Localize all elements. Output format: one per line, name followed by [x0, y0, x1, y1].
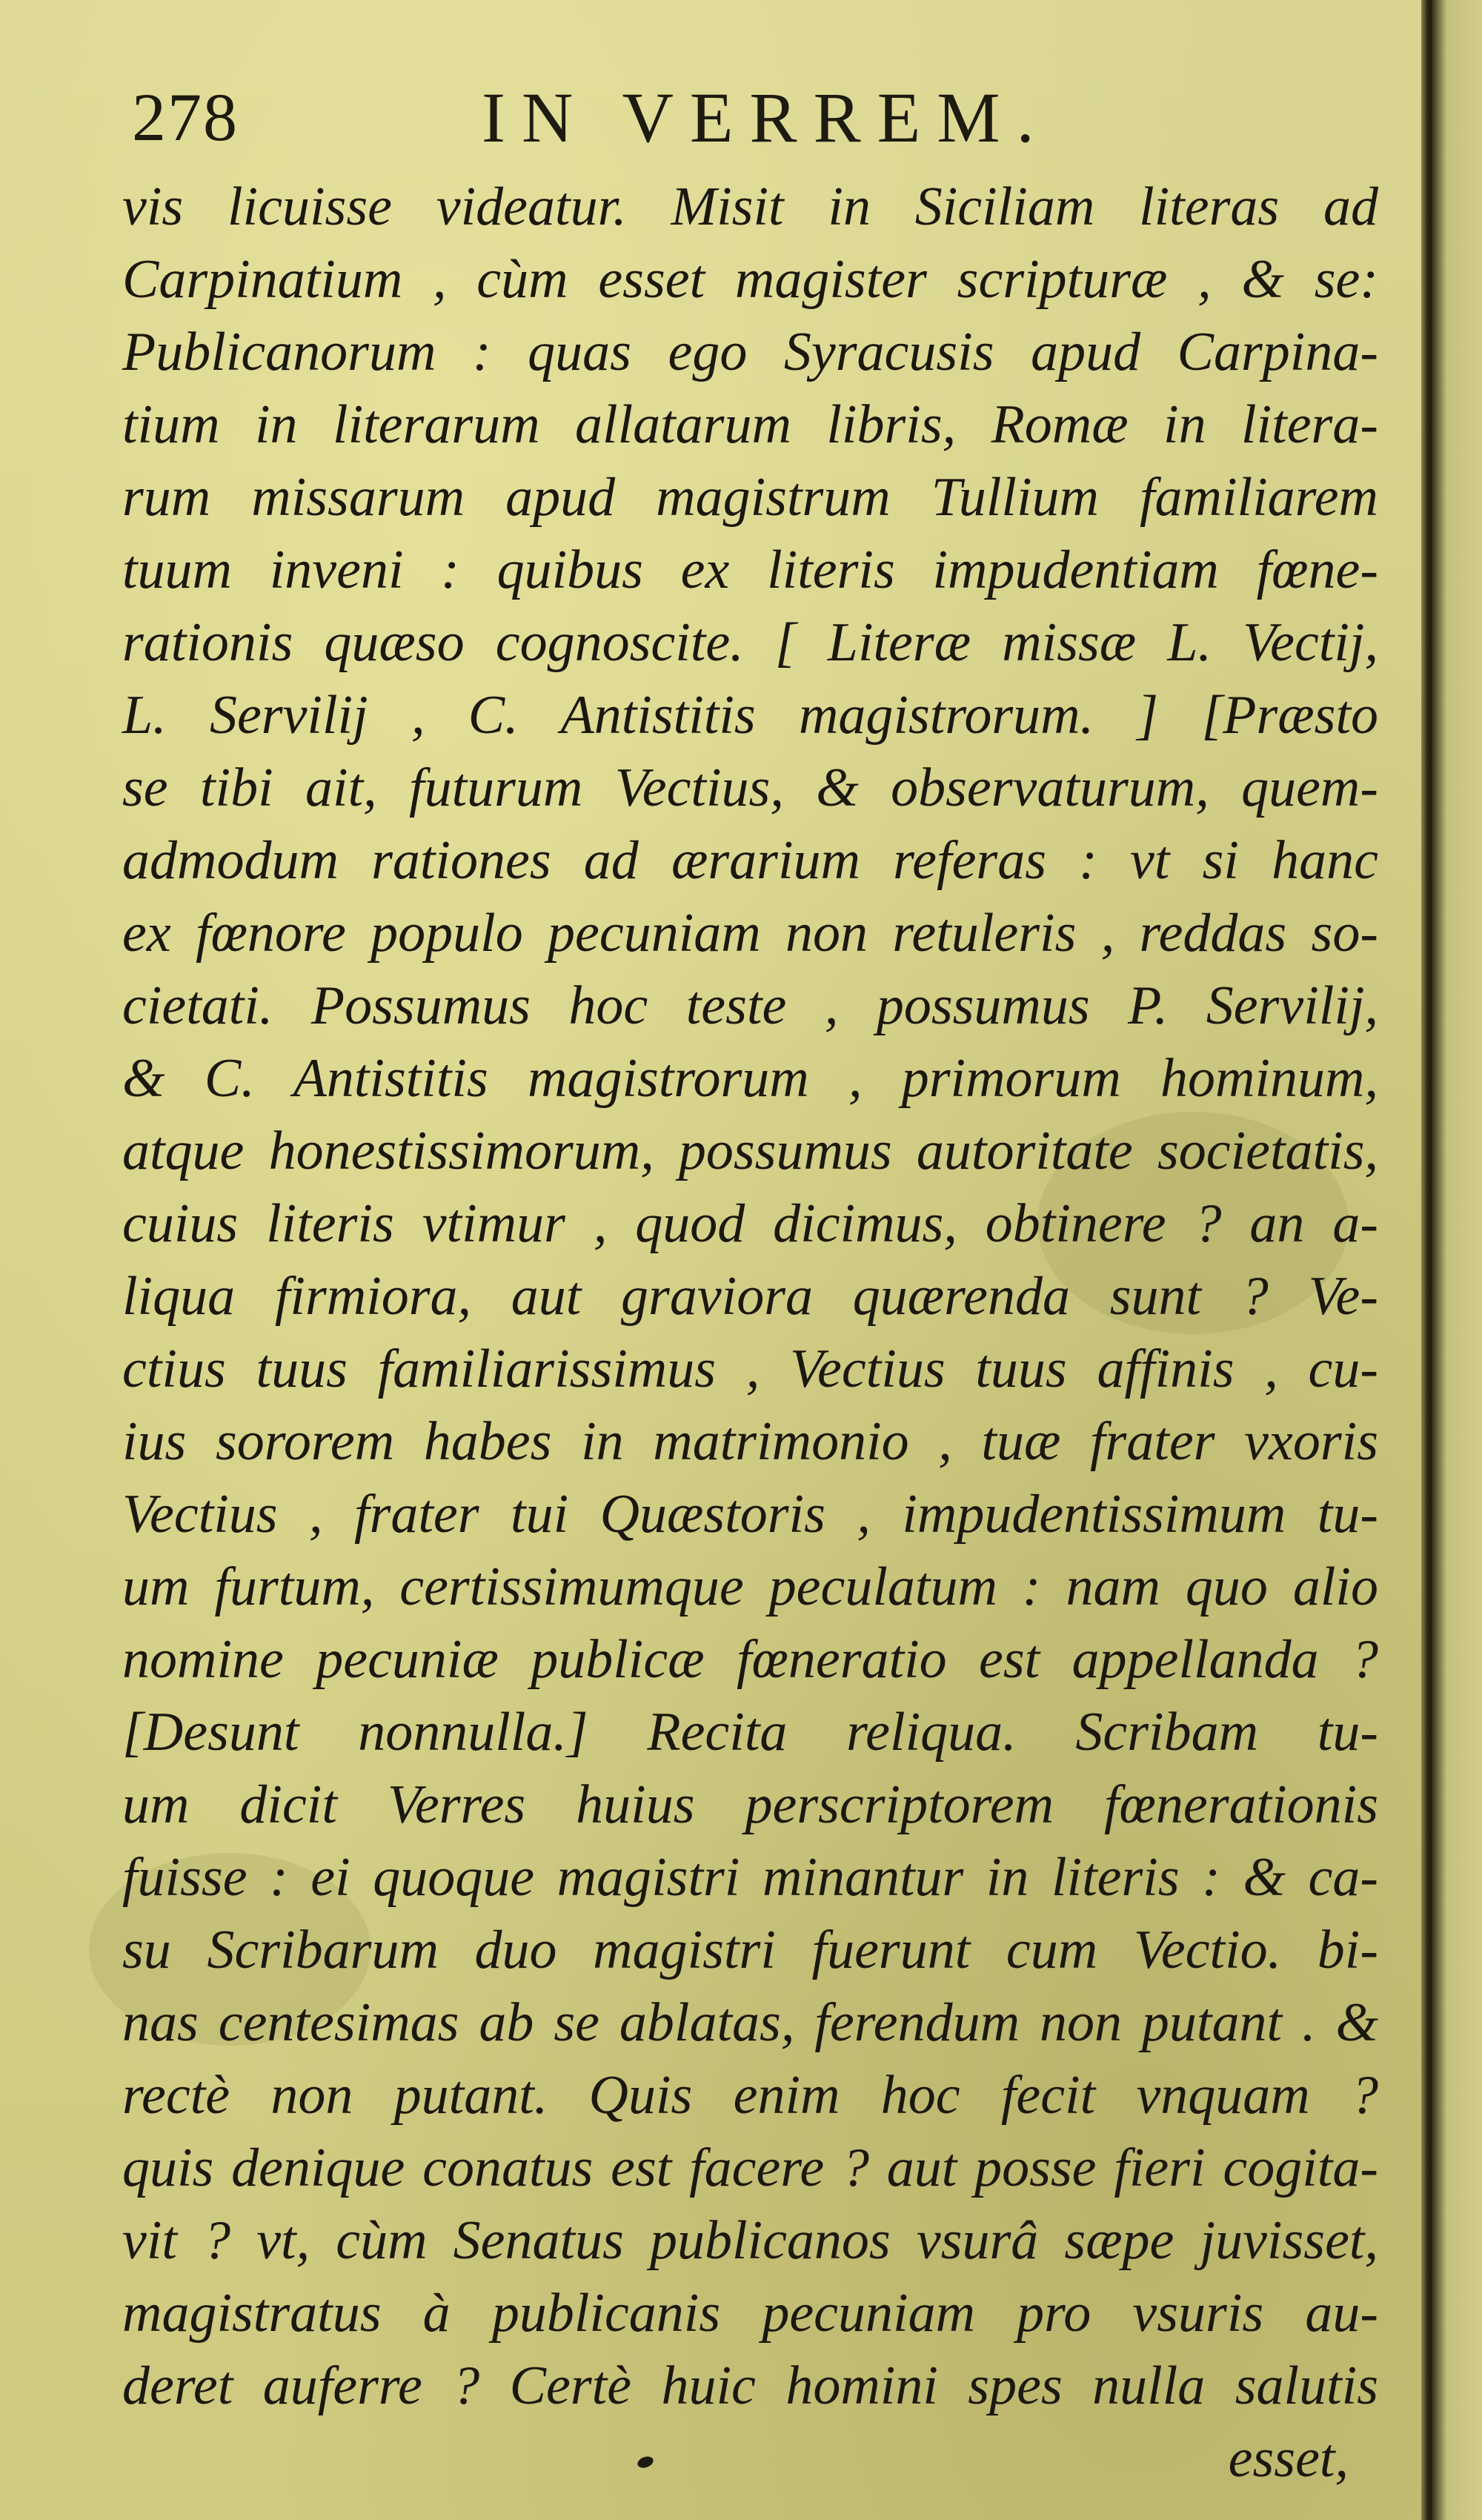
- text-line: deret auferre ? Certè huic homini spes nulla salutis: [122, 2355, 1378, 2416]
- text-line: fuisse : ei quoque magistri minantur in literis : & ca-: [122, 1847, 1378, 1908]
- text-line: um dicit Verres huius perscriptorem fœnerationis: [122, 1774, 1378, 1835]
- text-line: ius sororem habes in matrimonio , tuæ frater vxoris: [122, 1411, 1378, 1472]
- text-line: admodum rationes ad ærarium referas : vt si hanc: [122, 830, 1378, 891]
- text-line: liqua firmiora, aut graviora quærenda sunt ? Ve-: [122, 1266, 1378, 1327]
- text-line: L. Servilij , C. Antistitis magistrorum. ] [Præsto: [122, 685, 1378, 746]
- text-line: rationis quæso cognoscite. [ Literæ missæ L. Vectij,: [122, 612, 1378, 673]
- text-line: vit ? vt, cùm Senatus publicanos vsurâ sæpe juvisset,: [122, 2210, 1378, 2271]
- body-text: [122, 170, 1378, 2495]
- text-line: um furtum, certissimumque peculatum : nam quo alio: [122, 1556, 1378, 1617]
- text-line: vis licuisse videatur. Misit in Siciliam literas ad: [122, 176, 1378, 237]
- text-line: rectè non putant. Quis enim hoc fecit vnquam ?: [122, 2065, 1378, 2126]
- text-line: tuum inveni : quibus ex literis impudentiam fœne-: [122, 540, 1378, 600]
- page-header: [0, 70, 1430, 167]
- text-line: Publicanorum : quas ego Syracusis apud Carpina-: [122, 322, 1378, 382]
- page-edge: [1421, 0, 1432, 2520]
- text-line: tium in literarum allatarum libris, Romæ in litera-: [122, 394, 1378, 455]
- next-page-edge: [1432, 0, 1482, 2520]
- text-line: & C. Antistitis magistrorum , primorum hominum,: [122, 1048, 1378, 1109]
- text-line: [Desunt nonnulla.] Recita reliqua. Scribam tu-: [122, 1702, 1378, 1763]
- text-line: ex fœnore populo pecuniam non retuleris , reddas so-: [122, 903, 1378, 964]
- text-line: magistratus à publicanis pecuniam pro vsuris au-: [122, 2283, 1378, 2344]
- text-line: se tibi ait, futurum Vectius, & observaturum, quem-: [122, 757, 1378, 818]
- text-line: quis denique conatus est facere ? aut posse fieri cogita-: [122, 2138, 1378, 2198]
- text-line: Vectius , frater tui Quæstoris , impudentissimum tu-: [122, 1484, 1378, 1545]
- page-number: 278: [132, 79, 239, 155]
- running-title: IN VERREM.: [482, 78, 1051, 157]
- text-line: rum missarum apud magistrum Tullium familiarem: [122, 467, 1378, 528]
- text-line: nomine pecuniæ publicæ fœneratio est appellanda ?: [122, 1629, 1378, 1690]
- text-line: atque honestissimorum, possumus autoritate societatis,: [122, 1121, 1378, 1181]
- text-line: cuius literis vtimur , quod dicimus, obtinere ? an a-: [122, 1193, 1378, 1254]
- text-line: nas centesimas ab se ablatas, ferendum non putant . &: [122, 1992, 1378, 2053]
- text-line: su Scribarum duo magistri fuerunt cum Vectio. bi-: [122, 1920, 1378, 1980]
- catchword: esset,: [1228, 2428, 1349, 2489]
- text-line: cietati. Possumus hoc teste , possumus P. Servilij,: [122, 975, 1378, 1036]
- text-line: ctius tuus familiarissimus , Vectius tuus affinis , cu-: [122, 1339, 1378, 1399]
- text-line: Carpinatium , cùm esset magister scripturæ , & se:: [122, 249, 1378, 310]
